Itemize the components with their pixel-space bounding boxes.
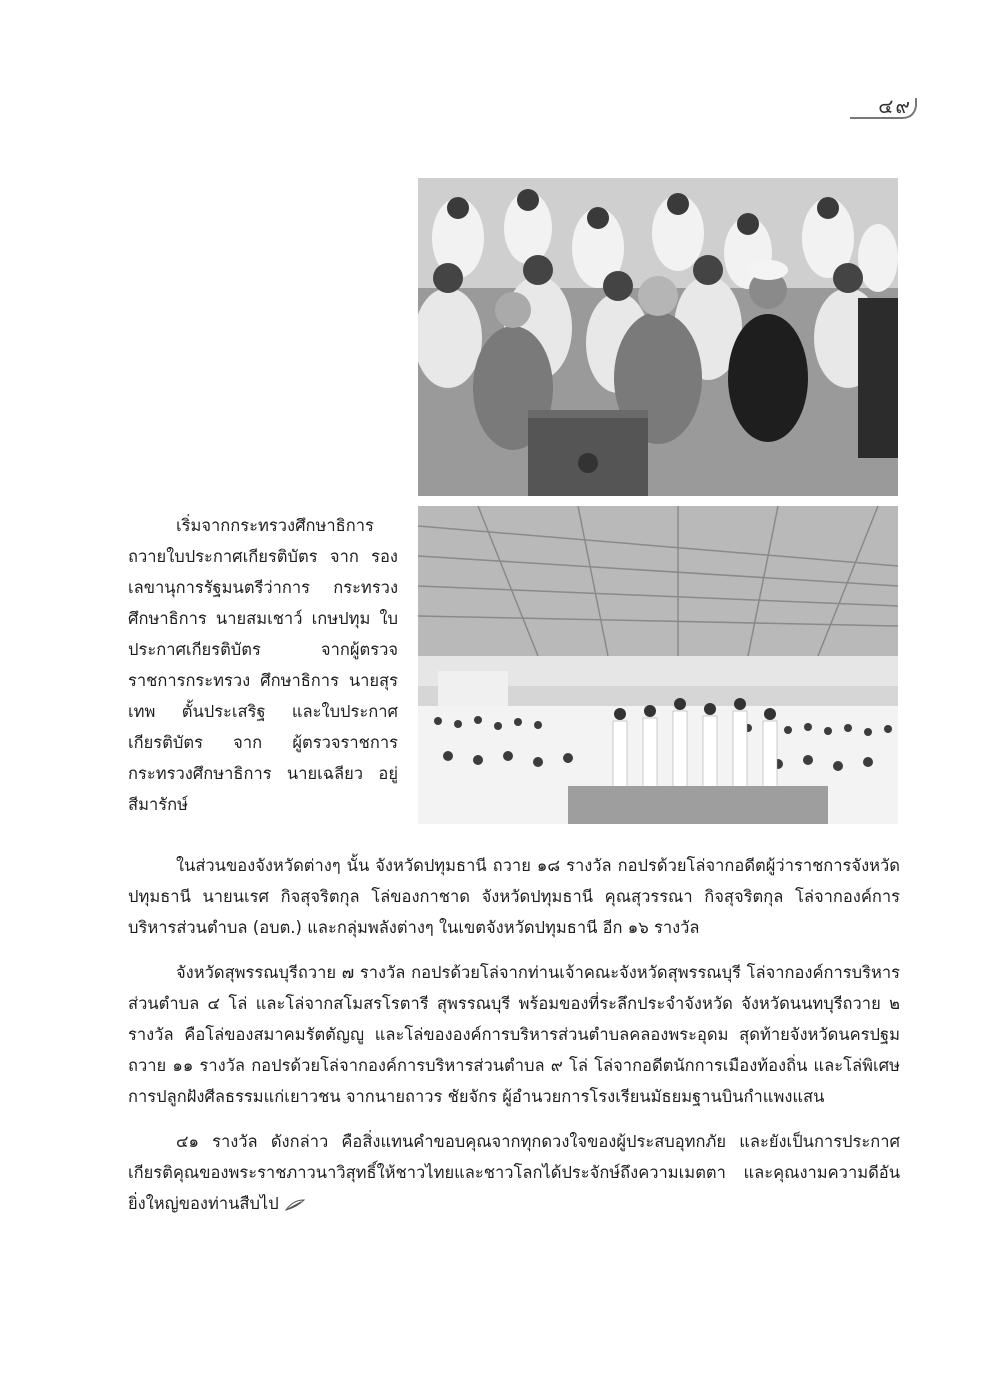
page-number: ๔๙ — [878, 94, 912, 118]
page-tab-curve-icon — [850, 96, 920, 124]
monks-seated-photo — [418, 178, 898, 496]
side-paragraph — [128, 510, 398, 820]
end-leaf-icon — [285, 1199, 305, 1211]
paragraph-2: จังหวัดสุพรรณบุรีถวาย ๗ รางวัล กอปรด้วยโล่จากท่านเจ้าคณะจังหวัดสุพรรณบุรี โล่จากองค์การบริหารส่วนตำบล ๔ โล่ และโล่จากสโมสรโรตารี สุพรรณบุรี พร้อมของที่ระลึกประจำจังหวัด จังหวัดนนทบุรีถวาย ๒ รางวัล คือโล่ของสมาคมรัตตัญญู และโล่ขององค์การบริหารส่วนตำบลคลองพระอุดม สุดท้ายจังหวัดนครปฐมถวาย ๑๑ รางวัล กอปรด้วยโล่จากองค์การบริหารส่วนตำบล ๙ โล่ โล่จากอดีตนักการเมืองท้องถิ่น และโล่พิเศษการปลูกฝังศีลธรรมแก่เยาวชน จากนายถาวร ชัยจักร ผู้อำนวยการโรงเรียนมัธยมฐานบินกำแพงแสน — [128, 963, 900, 1106]
paragraph-1: ในส่วนของจังหวัดต่างๆ นั้น จังหวัดปทุมธานี ถวาย ๑๘ รางวัล กอปรด้วยโล่จากอดีตผู้ว่าราชการจังหวัดปทุมธานี นายนเรศ กิจสุจริตกุล โล่ของกาชาด จังหวัดปทุมธานี คุณสุวรรณา กิจสุจริตกุล โล่จากองค์การบริหารส่วนตำบล (อบต.) และกลุ่มพลังต่างๆ ในเขตจังหวัดปทุมธานี อีก ๑๖ รางวัล — [128, 856, 900, 937]
body-text — [128, 850, 900, 1233]
hall-ceremony-photo — [418, 506, 898, 824]
side-paragraph-text: เริ่มจากกระทรวงศึกษาธิการ ถวายใบประกาศเกียรติบัตร จาก รองเลขานุการรัฐมนตรีว่าการ กระทรวงศึกษาธิการ นายสมเชาว์ เกษปทุม ใบประกาศเกียรติบัตร จากผู้ตรวจราชการกระทรวง ศึกษาธิการ นายสุรเทพ ตั้นประเสริฐ และใบประกาศเกียรติบัตร จาก ผู้ตรวจราชการกระทรวงศึกษาธิการ นายเฉลียว อยู่สีมารักษ์ — [128, 516, 398, 814]
paragraph-3 — [128, 1126, 900, 1219]
paragraph-3-text: ๔๑ รางวัล ดังกล่าว คือสิ่งแทนคำขอบคุณจากทุกดวงใจของผู้ประสบอุทกภัย และยังเป็นการประกาศเกียรติคุณของพระราชภาวนาวิสุทธิ์ให้ชาวไทยและชาวโลกได้ประจักษ์ถึงความเมตตา และคุณงามความดีอันยิ่งใหญ่ของท่านสืบไป — [128, 1132, 900, 1213]
